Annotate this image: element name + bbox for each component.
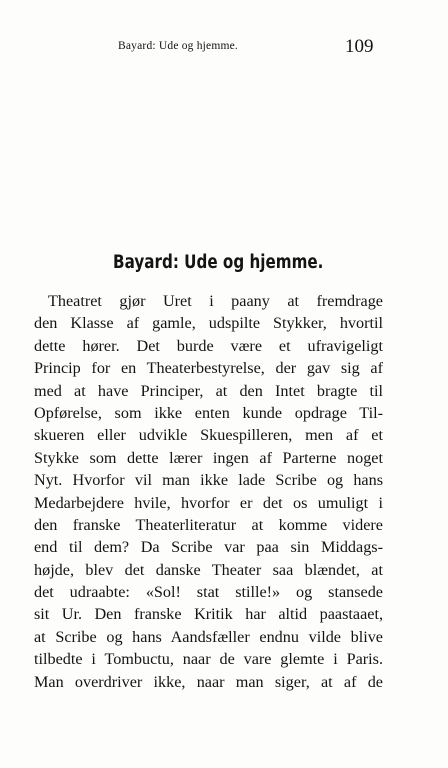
text-line: Theatret gjør Uret i paany at fremdrage	[48, 292, 383, 310]
text-line: den franske Theaterliteratur at komme videre	[34, 515, 383, 534]
running-head	[0, 36, 448, 60]
text-line: Stykke som dette lærer ingen af Parterne noget	[34, 448, 383, 467]
text-line: Opførelse, som ikke enten kunde opdrage Til-	[34, 403, 383, 422]
chapter-title: Bayard: Ude og hjemme.	[113, 252, 324, 273]
text-line: Man overdriver ikke, naar man siger, at af de	[34, 672, 383, 691]
text-line: at Scribe og hans Aandsfæller endnu vilde blive	[34, 627, 383, 646]
text-line: højde, blev det danske Theater saa blændet, at	[34, 560, 383, 579]
running-title: Bayard: Ude og hjemme.	[118, 40, 239, 52]
page-number: 109	[345, 36, 374, 57]
text-line: Nyt. Hvorfor vil man ikke lade Scribe og hans	[34, 471, 383, 490]
text-line: dette hører. Det burde være et ufravigeligt	[34, 336, 383, 355]
body-text	[34, 290, 383, 693]
text-line: sit Ur. Den franske Kritik har altid paastaaet,	[34, 605, 383, 624]
text-line: end til dem? Da Scribe var paa sin Middags-	[34, 538, 383, 557]
text-line: den Klasse af gamle, udspilte Stykker, hvortil	[34, 314, 383, 333]
text-line: med at have Principer, at den Intet bragte til	[34, 381, 383, 400]
text-line: Princip for en Theaterbestyrelse, der gav sig af	[34, 359, 383, 378]
text-line: skueren eller udvikle Skuespilleren, men af et	[34, 426, 383, 445]
text-line: Medarbejdere hvile, hvorfor er det os umuligt i	[34, 493, 383, 512]
text-line: tilbedte i Tombuctu, naar de vare glemte i Paris.	[34, 650, 383, 669]
text-line: det udraabte: «Sol! stat stille!» og stansede	[34, 583, 383, 602]
